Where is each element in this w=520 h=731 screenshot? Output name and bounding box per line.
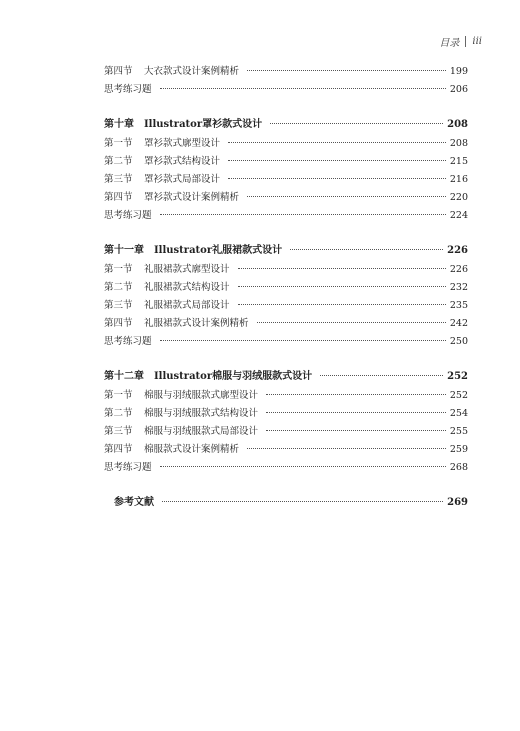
toc-entry-page: 220 — [449, 192, 468, 203]
toc-entry-title: 大衣款式设计案例精析 — [144, 66, 240, 77]
dot-leader — [320, 375, 443, 376]
toc-entry-number: 第四节 — [104, 192, 133, 203]
toc-entry-page: 216 — [449, 174, 468, 185]
dot-leader — [266, 394, 446, 395]
dot-leader — [266, 412, 446, 413]
toc-entry-title: 棉服与羽绒服款式局部设计 — [144, 426, 259, 437]
toc-entry-page: 259 — [449, 444, 468, 455]
toc-entry-title: 思考练习题 — [104, 210, 152, 221]
toc-entry-page: 224 — [449, 210, 468, 221]
toc-entry[interactable] — [104, 207, 468, 225]
dot-leader — [160, 214, 446, 215]
toc-entry-page: 252 — [449, 390, 468, 401]
toc-chapter-entry[interactable] — [104, 115, 468, 133]
toc-entry-number: 第三节 — [104, 300, 133, 311]
toc-group — [104, 241, 468, 351]
toc-chapter-entry[interactable] — [104, 493, 468, 511]
dot-leader — [270, 123, 443, 124]
toc-entry-title: Illustrator礼服裙款式设计 — [154, 245, 283, 256]
toc-entry[interactable] — [104, 459, 468, 477]
toc-entry-page: 215 — [449, 156, 468, 167]
toc-entry-page: 254 — [449, 408, 468, 419]
toc-group — [104, 115, 468, 225]
toc-entry-number: 第一节 — [104, 390, 133, 401]
toc-entry[interactable] — [104, 81, 468, 99]
running-head-label: 目录 — [439, 38, 460, 49]
toc-entry-page: 208 — [449, 138, 468, 149]
toc-group — [104, 63, 468, 99]
dot-leader — [160, 340, 446, 341]
dot-leader — [247, 196, 446, 197]
toc-group — [104, 493, 468, 511]
toc-entry-page: 250 — [449, 336, 468, 347]
toc-entry-number: 第一节 — [104, 138, 133, 149]
toc-entry-title: 礼服裙款式结构设计 — [144, 282, 230, 293]
running-head — [439, 34, 482, 49]
toc-entry-title: 思考练习题 — [104, 336, 152, 347]
table-of-contents — [104, 63, 468, 527]
dot-leader — [266, 430, 446, 431]
toc-entry-number: 第三节 — [104, 426, 133, 437]
toc-entry-page: 235 — [449, 300, 468, 311]
toc-entry-title: 罩衫款式廓型设计 — [144, 138, 221, 149]
toc-entry-title: 思考练习题 — [104, 462, 152, 473]
toc-entry[interactable] — [104, 405, 468, 423]
toc-entry-number: 第一节 — [104, 264, 133, 275]
toc-entry[interactable] — [104, 153, 468, 171]
toc-entry-title: 罩衫款式局部设计 — [144, 174, 221, 185]
dot-leader — [228, 142, 446, 143]
toc-entry-title: 参考文献 — [114, 497, 154, 508]
toc-entry-number: 第四节 — [104, 318, 133, 329]
toc-entry-number: 第四节 — [104, 66, 133, 77]
toc-entry[interactable] — [104, 279, 468, 297]
toc-chapter-entry[interactable] — [104, 367, 468, 385]
toc-entry[interactable] — [104, 333, 468, 351]
toc-entry-number: 第三节 — [104, 174, 133, 185]
dot-leader — [247, 70, 446, 71]
toc-entry-title: 礼服裙款式设计案例精析 — [144, 318, 249, 329]
toc-entry-page: 252 — [447, 371, 468, 382]
dot-leader — [160, 466, 446, 467]
toc-entry[interactable] — [104, 189, 468, 207]
running-head-divider — [465, 36, 466, 47]
toc-entry[interactable] — [104, 261, 468, 279]
toc-entry-title: 棉服与羽绒服款式廓型设计 — [144, 390, 259, 401]
dot-leader — [228, 178, 446, 179]
dot-leader — [247, 448, 446, 449]
toc-entry-page: 269 — [447, 497, 468, 508]
toc-entry-number: 第二节 — [104, 282, 133, 293]
toc-entry-number: 第十二章 — [104, 371, 144, 382]
toc-group — [104, 367, 468, 477]
toc-entry-page: 206 — [449, 84, 468, 95]
toc-entry[interactable] — [104, 171, 468, 189]
toc-entry-title: 思考练习题 — [104, 84, 152, 95]
toc-entry-number: 第四节 — [104, 444, 133, 455]
toc-entry-page: 208 — [447, 119, 468, 130]
toc-entry-title: 罩衫款式设计案例精析 — [144, 192, 240, 203]
toc-entry[interactable] — [104, 387, 468, 405]
dot-leader — [162, 501, 443, 502]
running-head-page-number: iii — [472, 36, 482, 47]
toc-entry-title: 棉服与羽绒服款式结构设计 — [144, 408, 259, 419]
toc-entry[interactable] — [104, 423, 468, 441]
toc-entry-title: 礼服裙款式廓型设计 — [144, 264, 230, 275]
toc-entry-number: 第十一章 — [104, 245, 144, 256]
toc-entry[interactable] — [104, 63, 468, 81]
toc-entry-title: Illustrator棉服与羽绒服款式设计 — [154, 371, 313, 382]
toc-entry-page: 199 — [449, 66, 468, 77]
toc-entry[interactable] — [104, 135, 468, 153]
toc-entry-page: 242 — [449, 318, 468, 329]
dot-leader — [228, 160, 446, 161]
dot-leader — [160, 88, 446, 89]
toc-entry-page: 226 — [447, 245, 468, 256]
toc-chapter-entry[interactable] — [104, 241, 468, 259]
dot-leader — [238, 286, 446, 287]
toc-entry-number: 第二节 — [104, 408, 133, 419]
toc-entry-title: 棉服款式设计案例精析 — [144, 444, 240, 455]
dot-leader — [290, 249, 443, 250]
toc-entry[interactable] — [104, 315, 468, 333]
toc-entry[interactable] — [104, 441, 468, 459]
toc-entry-page: 232 — [449, 282, 468, 293]
toc-entry-number: 第十章 — [104, 119, 134, 130]
toc-entry-page: 268 — [449, 462, 468, 473]
dot-leader — [238, 304, 446, 305]
toc-entry-title: 礼服裙款式局部设计 — [144, 300, 230, 311]
toc-entry-title: Illustrator罩衫款式设计 — [144, 119, 263, 130]
dot-leader — [257, 322, 446, 323]
toc-entry-page: 226 — [449, 264, 468, 275]
toc-entry-page: 255 — [449, 426, 468, 437]
toc-entry-number: 第二节 — [104, 156, 133, 167]
toc-entry-title: 罩衫款式结构设计 — [144, 156, 221, 167]
toc-entry[interactable] — [104, 297, 468, 315]
dot-leader — [238, 268, 446, 269]
